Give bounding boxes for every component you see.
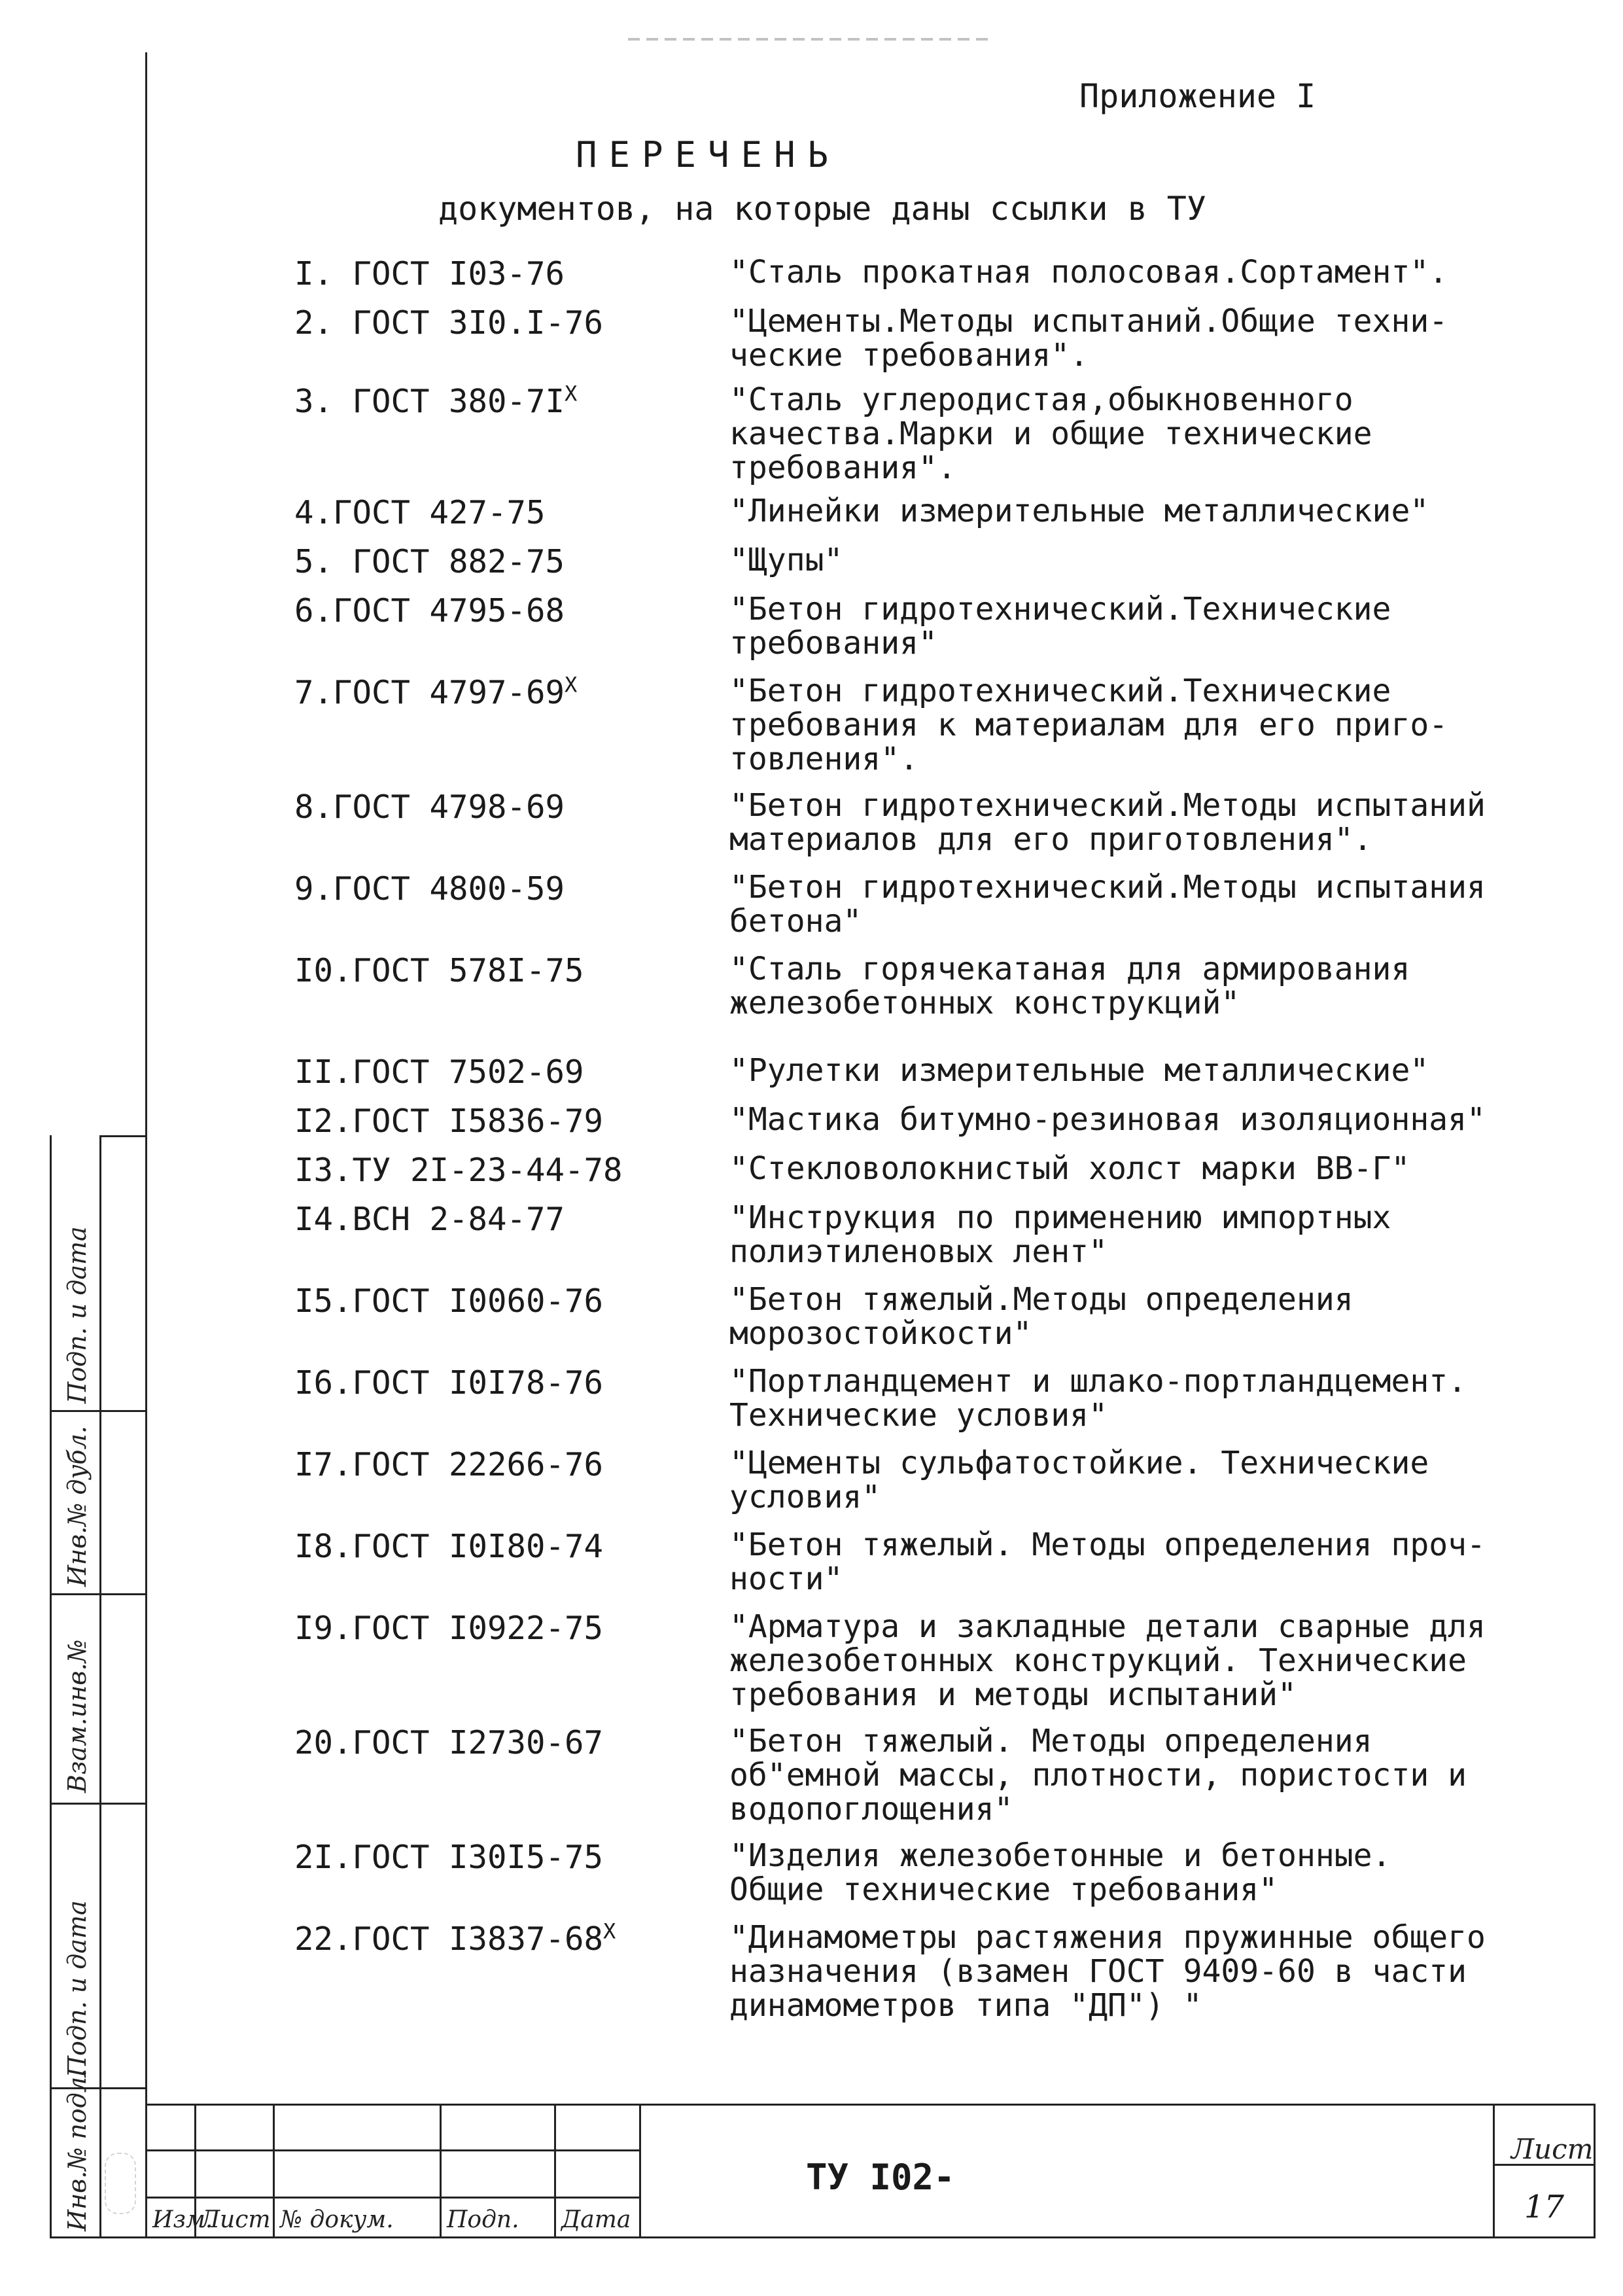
document-code-ref	[294, 788, 565, 826]
side-stamp-strip	[50, 1135, 145, 2238]
document-code-text: I5.ГОСТ I0060-76	[294, 1282, 604, 1320]
document-code-text: I0.ГОСТ 578I-75	[294, 952, 584, 989]
strip-label-podp-data-1: Подп. и дата	[63, 1900, 92, 2077]
document-code-ref	[294, 1364, 603, 1402]
document-title: "Бетон гидротехнический.Методы испытаний материалов для его приготовления".	[729, 787, 1486, 858]
document-code-ref	[294, 304, 603, 342]
document-title: "Рулетки измерительные металлические"	[729, 1052, 1429, 1089]
document-title: "Щупы"	[729, 542, 843, 578]
document-title: "Динамометры растяжения пружинные общего назначения (взамен ГОСТ 9409-60 в части динамометров типа "ДП") "	[729, 1919, 1486, 2024]
appendix-label: Приложение I	[1079, 77, 1316, 115]
document-title: "Сталь прокатная полосовая.Сортамент".	[729, 254, 1448, 291]
revision-mark: X	[565, 672, 578, 698]
document-code-text: 9.ГОСТ 4800-59	[294, 870, 565, 908]
strip-label-inv-dubl: Инв.№ дубл.	[63, 1426, 92, 1587]
strip-label-inv-podl: Инв.№ подл.	[63, 2068, 92, 2231]
document-code-text: II.ГОСТ 7502-69	[294, 1053, 584, 1091]
caption-signature: Подп.	[447, 2206, 519, 2233]
document-title: "Портландцемент и шлако-портландцемент. Технические условия"	[729, 1363, 1467, 1434]
document-code-ref	[294, 1610, 603, 1647]
document-code-text: I6.ГОСТ I0I78-76	[294, 1364, 604, 1402]
document-code-ref	[294, 870, 565, 908]
document-code-text: I2.ГОСТ I5836-79	[294, 1103, 604, 1140]
document-code-text: 3. ГОСТ 380-7I	[294, 383, 565, 420]
document-code-ref	[294, 1103, 603, 1140]
document-code-ref	[294, 1201, 565, 1238]
document-code-text: I. ГОСТ I03-76	[294, 255, 565, 292]
document-title: "Бетон тяжелый. Методы определения проч- ности"	[729, 1527, 1486, 1597]
caption-izm: Изм.	[152, 2206, 213, 2233]
document-code-text: I7.ГОСТ 22266-76	[294, 1446, 604, 1483]
document-code-ref	[294, 1152, 623, 1189]
document-title: "Арматура и закладные детали сварные для железобетонных конструкций. Технические требования и методы испытаний"	[729, 1608, 1486, 1713]
document-code-ref	[294, 592, 565, 629]
document-code: ТУ I02-	[806, 2157, 955, 2198]
document-code-text: 6.ГОСТ 4795-68	[294, 592, 565, 629]
document-code-text: 2. ГОСТ 3I0.I-76	[294, 304, 604, 342]
document-code-text: 5. ГОСТ 882-75	[294, 543, 565, 580]
document-code-ref	[294, 255, 565, 292]
document-title: "Цементы сульфатостойкие. Технические условия"	[729, 1445, 1429, 1515]
revision-mark: X	[565, 381, 578, 406]
caption-doc-number: № докум.	[280, 2206, 394, 2233]
document-code-text: 22.ГОСТ I3837-68	[294, 1920, 604, 1958]
document-title: "Бетон гидротехнический.Методы испытания бетона"	[729, 869, 1486, 940]
document-title: "Сталь горячекатаная для армирования железобетонных конструкций"	[729, 951, 1410, 1021]
document-title: "Мастика битумно-резиновая изоляционная"	[729, 1101, 1486, 1138]
document-code-ref	[294, 1446, 603, 1483]
caption-date: Дата	[561, 2206, 631, 2233]
document-code-ref	[294, 674, 577, 711]
document-title: "Бетон тяжелый. Методы определения об"емной массы, плотности, пористости и водопоглощения"	[729, 1723, 1467, 1828]
document-code-text: I3.ТУ 2I-23-44-78	[294, 1152, 623, 1189]
document-title: "Бетон гидротехнический.Технические требования"	[729, 591, 1391, 662]
document-code-text: I4.ВСН 2-84-77	[294, 1201, 565, 1238]
sheet-label: Лист	[1511, 2133, 1594, 2165]
document-title: "Изделия железобетонные и бетонные. Общие технические требования"	[729, 1837, 1391, 1908]
document-code-ref	[294, 383, 577, 420]
document-title: "Линейки измерительные металлические"	[729, 493, 1429, 529]
document-code-ref	[294, 1839, 603, 1876]
document-title: "Бетон гидротехнический.Технические требования к материалам для его приго- товления".	[729, 673, 1448, 777]
document-code-text: 8.ГОСТ 4798-69	[294, 788, 565, 826]
document-code-text: 20.ГОСТ I2730-67	[294, 1724, 604, 1761]
sheet-number: 17	[1524, 2189, 1565, 2225]
document-code-ref	[294, 952, 584, 989]
document-code-ref	[294, 1282, 603, 1320]
document-code-text: 4.ГОСТ 427-75	[294, 494, 546, 531]
document-title: "Инструкция по применению импортных полиэтиленовых лент"	[729, 1199, 1391, 1270]
document-code-ref	[294, 1053, 584, 1091]
document-code-text: I9.ГОСТ I0922-75	[294, 1610, 604, 1647]
strip-label-vzam-inv: Взам.инв.№	[63, 1639, 92, 1793]
document-title: "Сталь углеродистая,обыкновенного качества.Марки и общие технические требования".	[729, 381, 1372, 486]
document-code-ref	[294, 1528, 603, 1565]
document-code-ref	[294, 543, 565, 580]
revision-mark: X	[603, 1918, 616, 1944]
document-code-text: I8.ГОСТ I0I80-74	[294, 1528, 604, 1565]
document-code-ref	[294, 1724, 603, 1761]
faint-stamp	[105, 2153, 136, 2214]
document-title: "Бетон тяжелый.Методы определения морозостойкости"	[729, 1281, 1353, 1352]
document-code-text: 2I.ГОСТ I30I5-75	[294, 1839, 604, 1876]
document-code-ref	[294, 1920, 616, 1958]
document-code-text: 7.ГОСТ 4797-69	[294, 674, 565, 711]
page-subtitle: документов, на которые даны ссылки в ТУ	[438, 190, 1206, 228]
strip-label-podp-data-2: Подп. и дата	[63, 1226, 92, 1404]
page-title: ПЕРЕЧЕНЬ	[576, 134, 841, 175]
document-title: "Цементы.Методы испытаний.Общие техни- ческие требования".	[729, 303, 1448, 374]
document-title: "Стекловолокнистый холст марки ВВ-Г"	[729, 1150, 1410, 1187]
caption-list: Лист	[200, 2206, 271, 2233]
document-code-ref	[294, 494, 546, 531]
